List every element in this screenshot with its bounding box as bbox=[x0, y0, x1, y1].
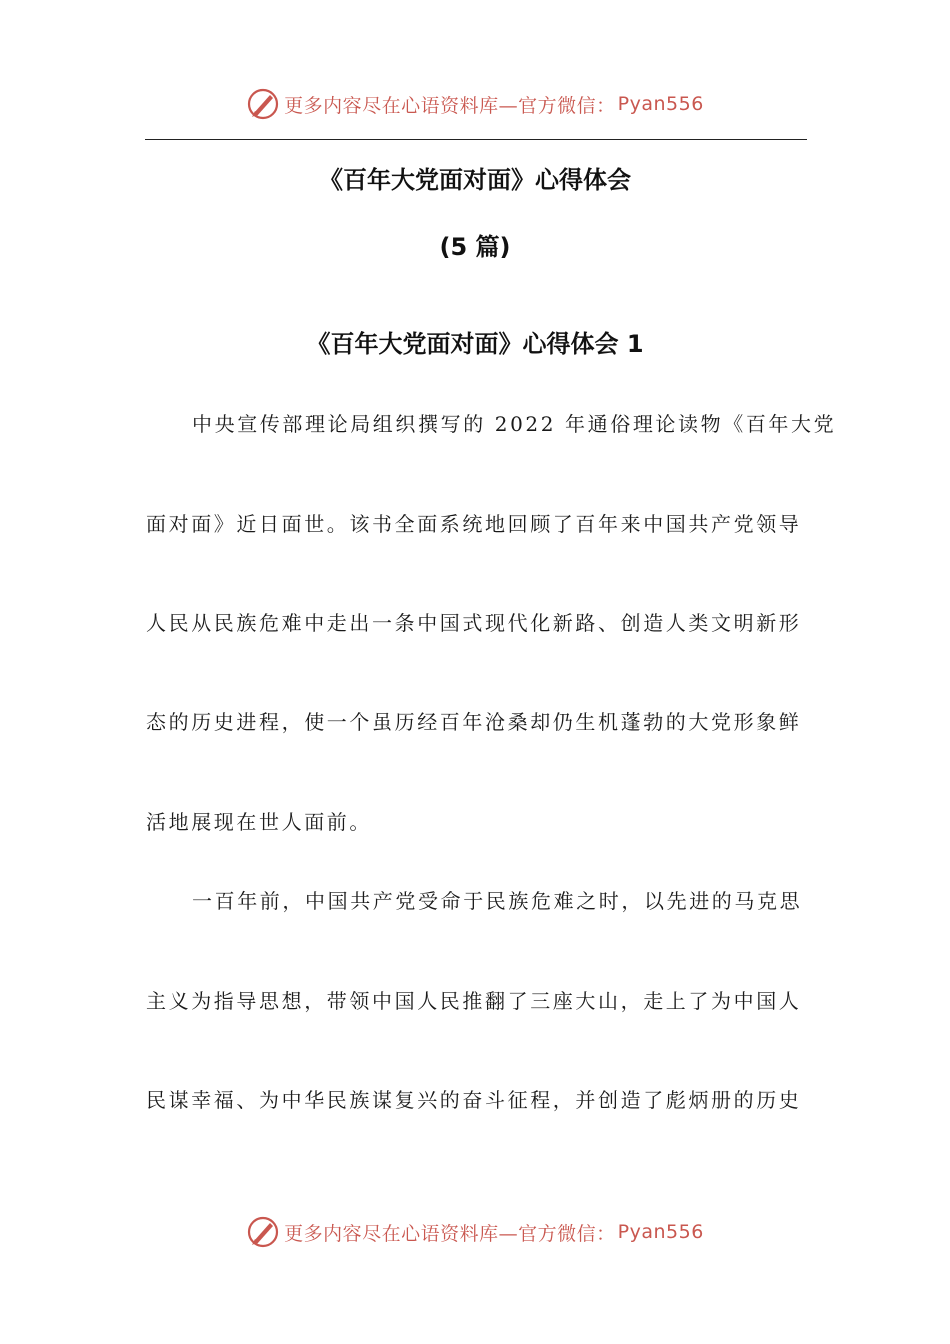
body-line: 主义为指导思想，带领中国人民推翻了三座大山，走上了为中国人 bbox=[146, 989, 802, 1013]
header-divider bbox=[145, 139, 807, 140]
body-line: 态的历史进程，使一个虽历经百年沧桑却仍生机蓬勃的大党形象鲜 bbox=[146, 710, 802, 734]
body-line: 面对面》近日面世。该书全面系统地回顾了百年来中国共产党领导 bbox=[146, 512, 802, 536]
pen-logo-icon bbox=[246, 1215, 280, 1249]
footer-watermark bbox=[0, 1212, 950, 1252]
watermark-wechat-id: Pyan556 bbox=[617, 1221, 704, 1243]
body-line: 民谋幸福、为中华民族谋复兴的奋斗征程，并创造了彪炳册的历史 bbox=[146, 1088, 802, 1112]
body-line: 人民从民族危难中走出一条中国式现代化新路、创造人类文明新形 bbox=[146, 611, 802, 635]
watermark-wechat-id: Pyan556 bbox=[617, 93, 704, 115]
pen-logo-icon bbox=[246, 87, 280, 121]
watermark-text: 更多内容尽在心语资料库—官方微信： bbox=[284, 94, 616, 117]
body-line: 一百年前，中国共产党受命于民族危难之时，以先进的马克思 bbox=[192, 889, 803, 913]
document-subtitle: (5 篇) bbox=[439, 233, 511, 261]
header-watermark bbox=[0, 84, 950, 124]
watermark-text: 更多内容尽在心语资料库—官方微信： bbox=[284, 1222, 616, 1245]
document-title: 《百年大党面对面》心得体会 bbox=[319, 166, 631, 194]
section-title: 《百年大党面对面》心得体会 1 bbox=[306, 330, 644, 358]
body-line: 中央宣传部理论局组织撰写的 2022 年通俗理论读物《百年大党 bbox=[192, 412, 837, 436]
body-line: 活地展现在世人面前。 bbox=[146, 810, 372, 834]
